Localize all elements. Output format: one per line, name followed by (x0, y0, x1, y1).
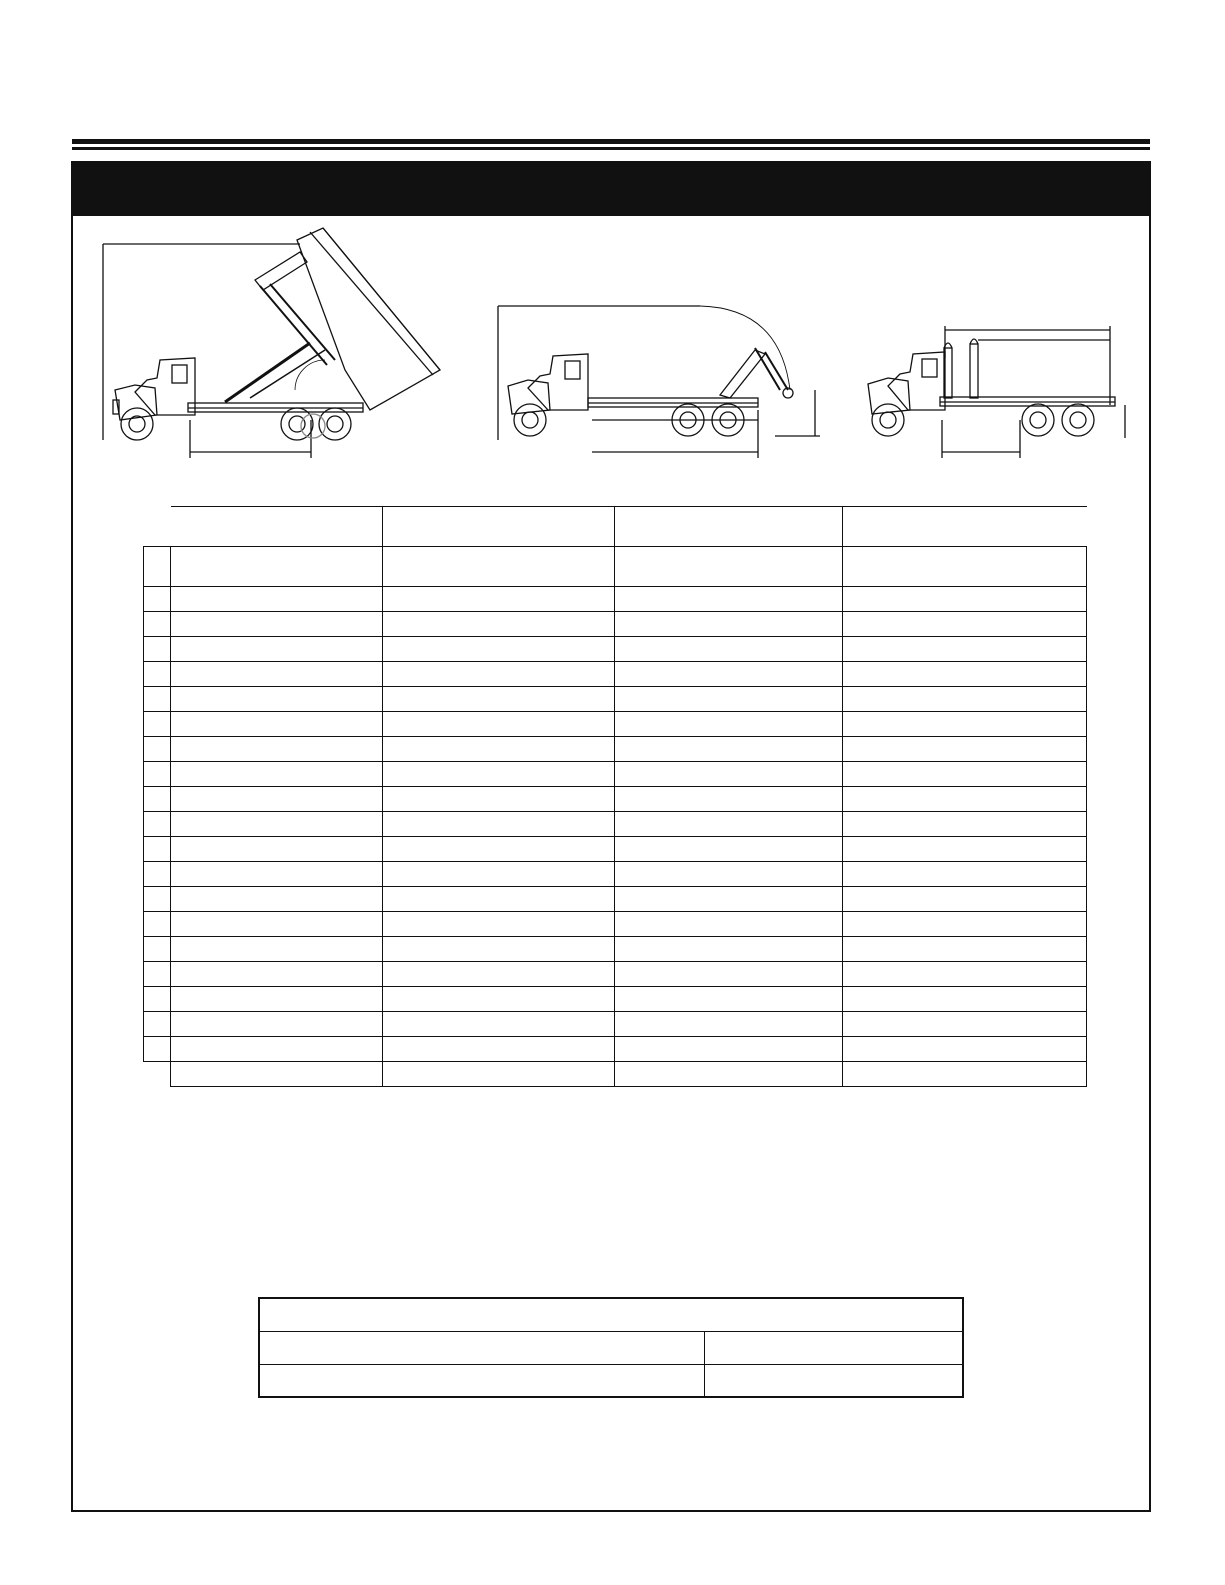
table-cell (383, 912, 615, 937)
table-cell (615, 787, 843, 812)
table-cell (843, 912, 1087, 937)
table-cell (171, 637, 383, 662)
table-cell (615, 712, 843, 737)
table-cell (259, 1331, 704, 1364)
row-letter (144, 662, 171, 687)
table-cell (171, 862, 383, 887)
table-cell (383, 837, 615, 862)
table-cell (704, 1364, 963, 1397)
table-cell (615, 637, 843, 662)
table-row (144, 1062, 1087, 1087)
table-cell (843, 762, 1087, 787)
row-letter (144, 612, 171, 637)
table-row (144, 987, 1087, 1012)
table-cell (615, 662, 843, 687)
table-cell (615, 737, 843, 762)
table-cell (615, 587, 843, 612)
table-row (144, 887, 1087, 912)
table-row (144, 587, 1087, 612)
table-cell (259, 1364, 704, 1397)
table-cell (383, 547, 615, 587)
table-cell (843, 612, 1087, 637)
row-letter (144, 912, 171, 937)
row-letter (144, 687, 171, 712)
table-cell (171, 937, 383, 962)
row-letter (144, 1037, 171, 1062)
table-cell (615, 812, 843, 837)
column-header (171, 507, 383, 547)
table-cell (171, 687, 383, 712)
table-cell (383, 762, 615, 787)
table-cell (171, 1062, 383, 1087)
table-cell (171, 662, 383, 687)
table-cell (615, 862, 843, 887)
table-row (144, 547, 1087, 587)
table-cell (383, 687, 615, 712)
table-cell (171, 712, 383, 737)
table-cell (615, 937, 843, 962)
table-cell (615, 612, 843, 637)
row-letter (144, 1062, 171, 1087)
table-cell (615, 987, 843, 1012)
table-row (259, 1331, 963, 1364)
table-cell (171, 612, 383, 637)
table-cell (615, 1062, 843, 1087)
table-cell (171, 887, 383, 912)
table-cell (843, 862, 1087, 887)
table-row (144, 762, 1087, 787)
table-cell (843, 547, 1087, 587)
table-cell (171, 787, 383, 812)
table-row (144, 1037, 1087, 1062)
column-header (615, 507, 843, 547)
table-row (144, 937, 1087, 962)
table-cell (171, 547, 383, 587)
table-cell (383, 712, 615, 737)
small-table-title-row (259, 1298, 963, 1331)
table-cell (615, 687, 843, 712)
row-letter (144, 887, 171, 912)
spec-table (143, 506, 1087, 1087)
table-cell (843, 712, 1087, 737)
row-letter (144, 587, 171, 612)
truck-transport-diagram (860, 320, 1140, 465)
table-cell (843, 812, 1087, 837)
row-letter (144, 547, 171, 587)
row-letter (144, 637, 171, 662)
table-cell (843, 687, 1087, 712)
table-row (144, 737, 1087, 762)
spec-table-header-row (144, 507, 1087, 547)
truck-dump-diagram (95, 220, 455, 470)
table-cell (615, 547, 843, 587)
table-row (144, 812, 1087, 837)
table-cell (383, 662, 615, 687)
row-letter (144, 737, 171, 762)
table-cell (843, 937, 1087, 962)
table-cell (843, 787, 1087, 812)
table-cell (843, 1062, 1087, 1087)
table-cell (383, 937, 615, 962)
table-cell (383, 637, 615, 662)
row-letter (144, 987, 171, 1012)
table-cell (843, 1037, 1087, 1062)
top-rule-thick (72, 139, 1150, 144)
table-cell (171, 1037, 383, 1062)
table-cell (615, 762, 843, 787)
table-cell (843, 662, 1087, 687)
table-cell (383, 887, 615, 912)
table-cell (615, 887, 843, 912)
table-cell (704, 1331, 963, 1364)
row-letter (144, 762, 171, 787)
table-cell (383, 587, 615, 612)
table-row (144, 712, 1087, 737)
row-letter (144, 962, 171, 987)
spec-table-body (144, 587, 1087, 1062)
table-row (144, 662, 1087, 687)
table-cell (171, 987, 383, 1012)
table-cell (171, 912, 383, 937)
table-cell (171, 1012, 383, 1037)
table-cell (843, 637, 1087, 662)
table-row (144, 912, 1087, 937)
table-cell (615, 962, 843, 987)
table-cell (843, 587, 1087, 612)
table-cell (383, 812, 615, 837)
table-cell (615, 837, 843, 862)
row-letter (144, 712, 171, 737)
table-row (144, 1012, 1087, 1037)
table-cell (383, 962, 615, 987)
table-row (144, 612, 1087, 637)
table-cell (171, 587, 383, 612)
row-letter (144, 837, 171, 862)
table-row (144, 962, 1087, 987)
table-cell (383, 737, 615, 762)
table-row (144, 787, 1087, 812)
table-cell (843, 737, 1087, 762)
table-row (144, 837, 1087, 862)
table-cell (843, 987, 1087, 1012)
table-row (144, 862, 1087, 887)
small-table (258, 1297, 964, 1398)
letter-header (144, 507, 171, 547)
table-cell (843, 962, 1087, 987)
table-cell (843, 887, 1087, 912)
table-cell (615, 1012, 843, 1037)
table-cell (383, 1062, 615, 1087)
row-letter (144, 862, 171, 887)
table-cell (615, 1037, 843, 1062)
table-cell (383, 987, 615, 1012)
table-row (259, 1364, 963, 1397)
row-letter (144, 1012, 171, 1037)
truck-load-diagram (490, 290, 835, 470)
table-cell (843, 1012, 1087, 1037)
table-cell (383, 787, 615, 812)
table-cell (615, 912, 843, 937)
table-cell (843, 837, 1087, 862)
table-cell (171, 812, 383, 837)
table-row (144, 637, 1087, 662)
column-header (383, 507, 615, 547)
table-cell (383, 862, 615, 887)
table-cell (383, 612, 615, 637)
table-cell (171, 762, 383, 787)
table-row (144, 687, 1087, 712)
row-letter (144, 787, 171, 812)
table-cell (171, 962, 383, 987)
header-banner (71, 161, 1151, 216)
table-cell (171, 737, 383, 762)
row-letter (144, 937, 171, 962)
row-letter (144, 812, 171, 837)
column-header (843, 507, 1087, 547)
table-cell (383, 1012, 615, 1037)
small-table-title (259, 1298, 963, 1331)
table-cell (383, 1037, 615, 1062)
table-cell (171, 837, 383, 862)
top-rule-thin (72, 147, 1150, 150)
